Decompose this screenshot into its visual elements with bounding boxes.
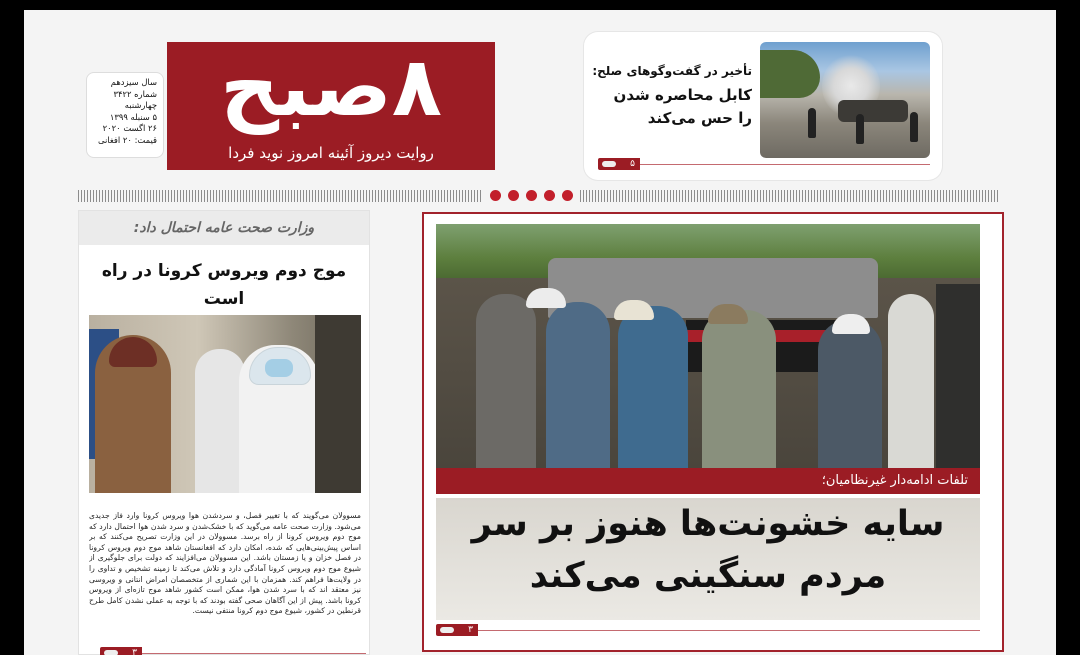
divider-dot <box>562 190 573 201</box>
main-story-rule <box>478 630 980 631</box>
photo-health-worker <box>195 349 245 493</box>
photo-cap <box>526 288 566 308</box>
divider-stripe-left <box>78 190 482 202</box>
left-story-page-tag: ۳ <box>100 647 142 655</box>
photo-mourner <box>476 294 536 468</box>
divider-dot <box>508 190 519 201</box>
issue-date-solar: ۵ سنبله ۱۳۹۹ <box>109 111 157 122</box>
divider-dot <box>544 190 555 201</box>
photo-mourner <box>936 284 980 468</box>
issue-year: سال سیزدهم <box>110 77 157 87</box>
main-story-kicker: تلفات ادامه‌دار غیرنظامیان؛ <box>436 468 980 494</box>
newspaper-front-page <box>24 10 1056 655</box>
divider-stripe-right <box>580 190 1000 202</box>
main-story[interactable] <box>422 212 1004 652</box>
teaser-kicker: تأخیر در گفت‌وگوهای صلح: <box>592 64 752 78</box>
photo-mourner <box>546 302 610 468</box>
main-story-photo <box>436 224 980 468</box>
photo-figure <box>856 114 864 144</box>
left-story-photo <box>89 315 361 493</box>
photo-mourner <box>888 294 934 468</box>
main-story-headline <box>436 498 980 620</box>
photo-cap <box>708 304 748 324</box>
logo-wordmark: ۸صبح <box>220 42 442 135</box>
issue-info-box <box>86 72 164 158</box>
divider-dot <box>490 190 501 201</box>
logo-tagline: روایت دیروز آئینه امروز نوید فردا <box>228 144 434 162</box>
issue-price: قیمت: ۲۰ افغانی <box>98 134 157 145</box>
photo-figure <box>808 108 816 138</box>
teaser-card[interactable] <box>584 32 942 180</box>
teaser-headline <box>584 84 752 130</box>
teaser-headline-line: کابل محاصره شدن <box>613 86 752 104</box>
photo-trees <box>760 50 820 98</box>
photo-figure <box>910 112 918 142</box>
photo-mourner <box>618 306 688 468</box>
left-story[interactable] <box>78 210 370 655</box>
left-story-headline: موج دوم ویروس کرونا در راه است <box>101 261 347 309</box>
divider-dot <box>526 190 537 201</box>
photo-background <box>315 315 361 493</box>
issue-weekday: چهارشنبه <box>124 100 157 110</box>
left-story-rule <box>142 653 366 654</box>
teaser-photo <box>760 42 930 158</box>
left-story-body: مسوولان می‌گویند که با تغییر فصل، و سردشدن هوا ویروس کرونا وارد فاز جدیدی می‌شود. وزارت صحت عامه می‌گوید که با خشک‌شدن و سرد شدن هوا احتمال دارد که موج دوم ویروس کرونا از راه برسد. مسوولان در این وزارت تصریح می‌کنند که بر اساس پیش‌بینی‌هایی که شده، امکان دارد که افغانستان شاهد موج دوم ویروس کرونا در فصل خزان و یا زمستان باشد. این مسوولان می‌افزایند که دولت برای جلوگیری از شیوع موج دوم ویروس کرونا آمادگی دارد و تلاش می‌کند تا زمینه تشخیص و تداوی را در ولایت‌ها فراهم کند. همزمان با این شماری از متخصصان امراض انتانی و ویروسی نیز معتقد اند که با سرد شدن هوا، ممکن است کشور شاهد موج تازه‌ای از ویروس کرونا باشد. پیش از این آگاهان صحی گفته بودند که با توجه به عملی نشدن کامل طرح قرنطین در کشور، شیوع موج دوم کرونا منتفی نیست. <box>89 511 361 616</box>
photo-wreck <box>838 100 908 122</box>
teaser-page-tag: ۵ <box>598 158 640 170</box>
issue-number: شماره ۳۴۲۲ <box>113 88 157 99</box>
photo-mourner <box>702 310 776 468</box>
teaser-headline-line: را حس می‌کند <box>647 109 752 127</box>
masthead-logo <box>167 42 495 170</box>
main-story-page-tag: ۳ <box>436 624 478 636</box>
issue-date-gregorian: ۲۶ اگست ۲۰۲۰ <box>102 123 157 133</box>
main-headline-line: مردم سنگینی می‌کند <box>529 556 887 596</box>
photo-mourner <box>818 320 882 468</box>
teaser-rule <box>640 164 930 165</box>
photo-cap <box>614 300 654 320</box>
left-story-kicker: وزارت صحت عامه احتمال داد: <box>79 211 369 245</box>
main-headline-line: سایه خشونت‌ها هنوز بر سر <box>471 504 945 544</box>
